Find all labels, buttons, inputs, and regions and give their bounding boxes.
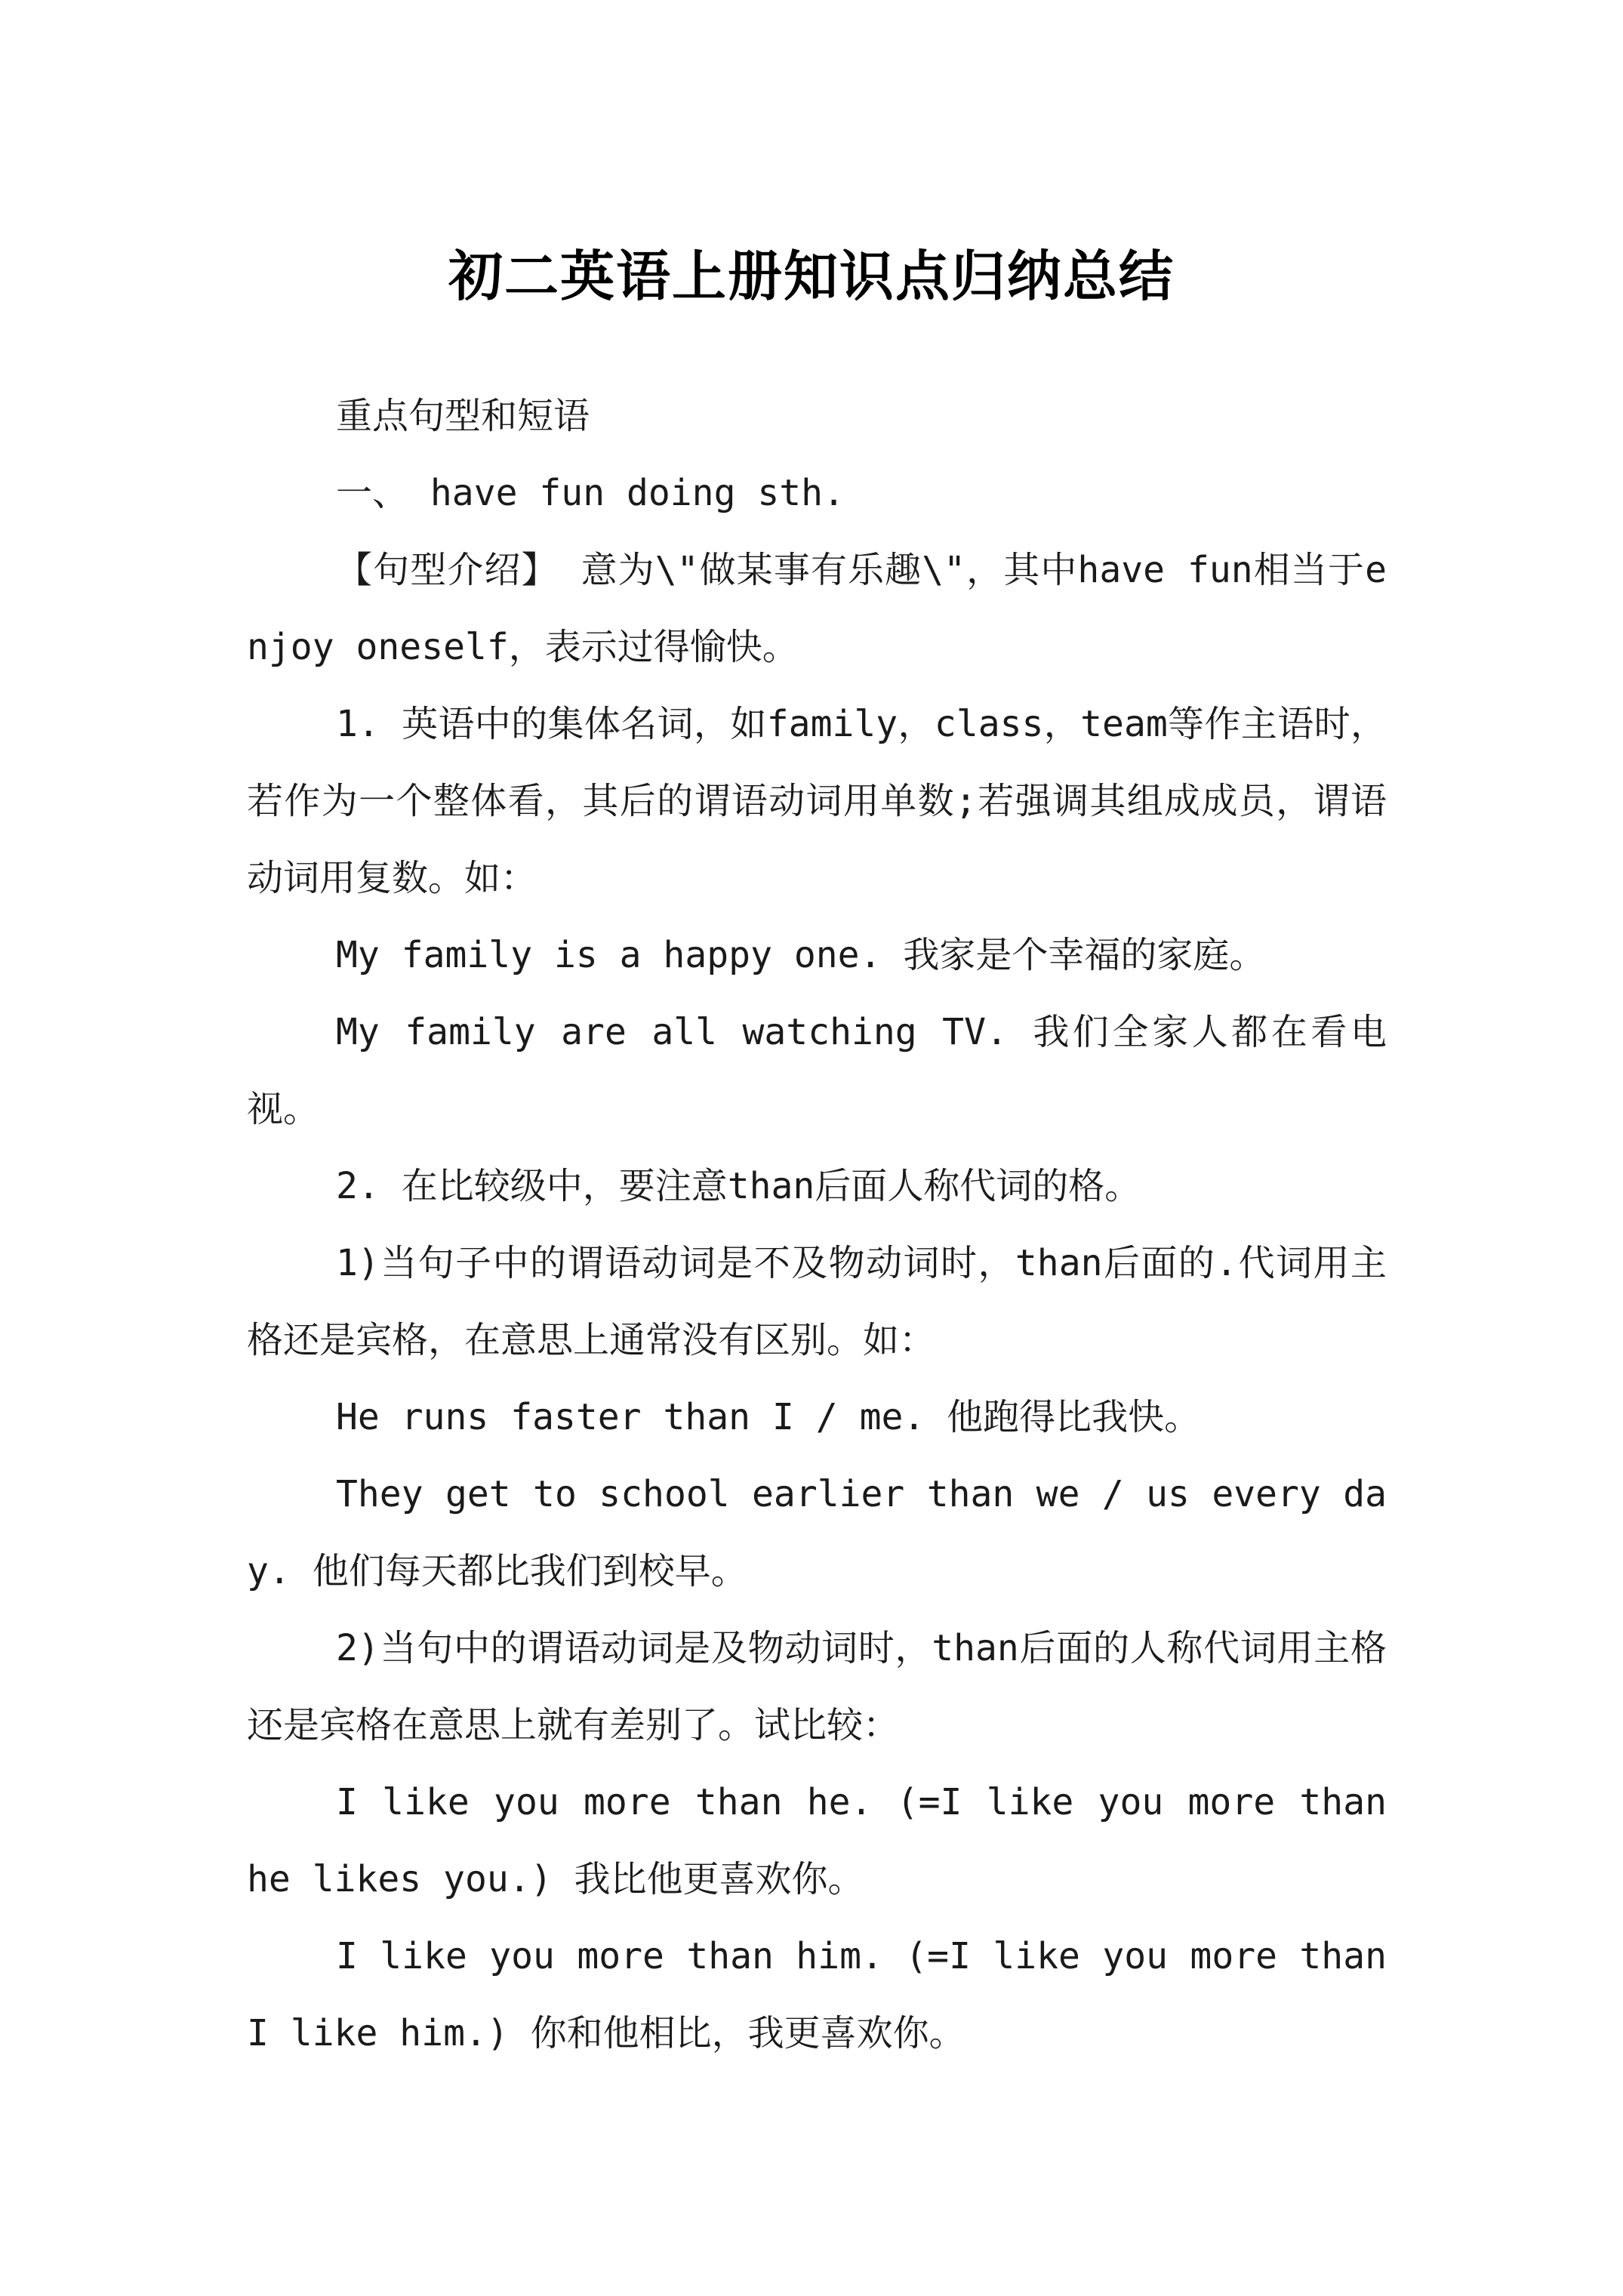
point-2-rule-1: 1)当句子中的谓语动词是不及物动词时，than后面的.代词用主格还是宾格，在意思上通常没有区别。如： <box>247 1242 1387 1361</box>
document-title: 初二英语上册知识点归纳总结 <box>448 244 1175 309</box>
section-heading: 重点句型和短语 <box>336 395 590 437</box>
example-sentence: My family is a happy one. 我家是个幸福的家庭。 <box>336 934 1266 976</box>
document-body <box>247 378 1387 2072</box>
example-sentence: My family are all watching TV. 我们全家人都在看电视。 <box>247 1011 1387 1130</box>
example-sentence: He runs faster than I / me. 他跑得比我快。 <box>336 1396 1201 1438</box>
example-sentence: They get to school earlier than we / us every day. 他们每天都比我们到校早。 <box>247 1473 1387 1592</box>
point-2: 2. 在比较级中，要注意than后面人称代词的格。 <box>336 1165 1141 1207</box>
point-1: 1. 英语中的集体名词，如family，class，team等作主语时，若作为一个整体看，其后的谓语动词用单数;若强调其组成成员，谓语动词用复数。如： <box>247 703 1387 899</box>
example-sentence: I like you more than he. (=I like you more than he likes you.) 我比他更喜欢你。 <box>247 1781 1387 1900</box>
example-sentence: I like you more than him. (=I like you more than I like him.) 你和他相比，我更喜欢你。 <box>247 1935 1387 2054</box>
pattern-heading: 一、 have fun doing sth. <box>336 472 845 514</box>
pattern-introduction: 【句型介绍】 意为\"做某事有乐趣\"，其中have fun相当于enjoy oneself，表示过得愉快。 <box>247 549 1387 668</box>
point-2-rule-2: 2)当句中的谓语动词是及物动词时，than后面的人称代词用主格还是宾格在意思上就有差别了。试比较： <box>247 1627 1387 1746</box>
